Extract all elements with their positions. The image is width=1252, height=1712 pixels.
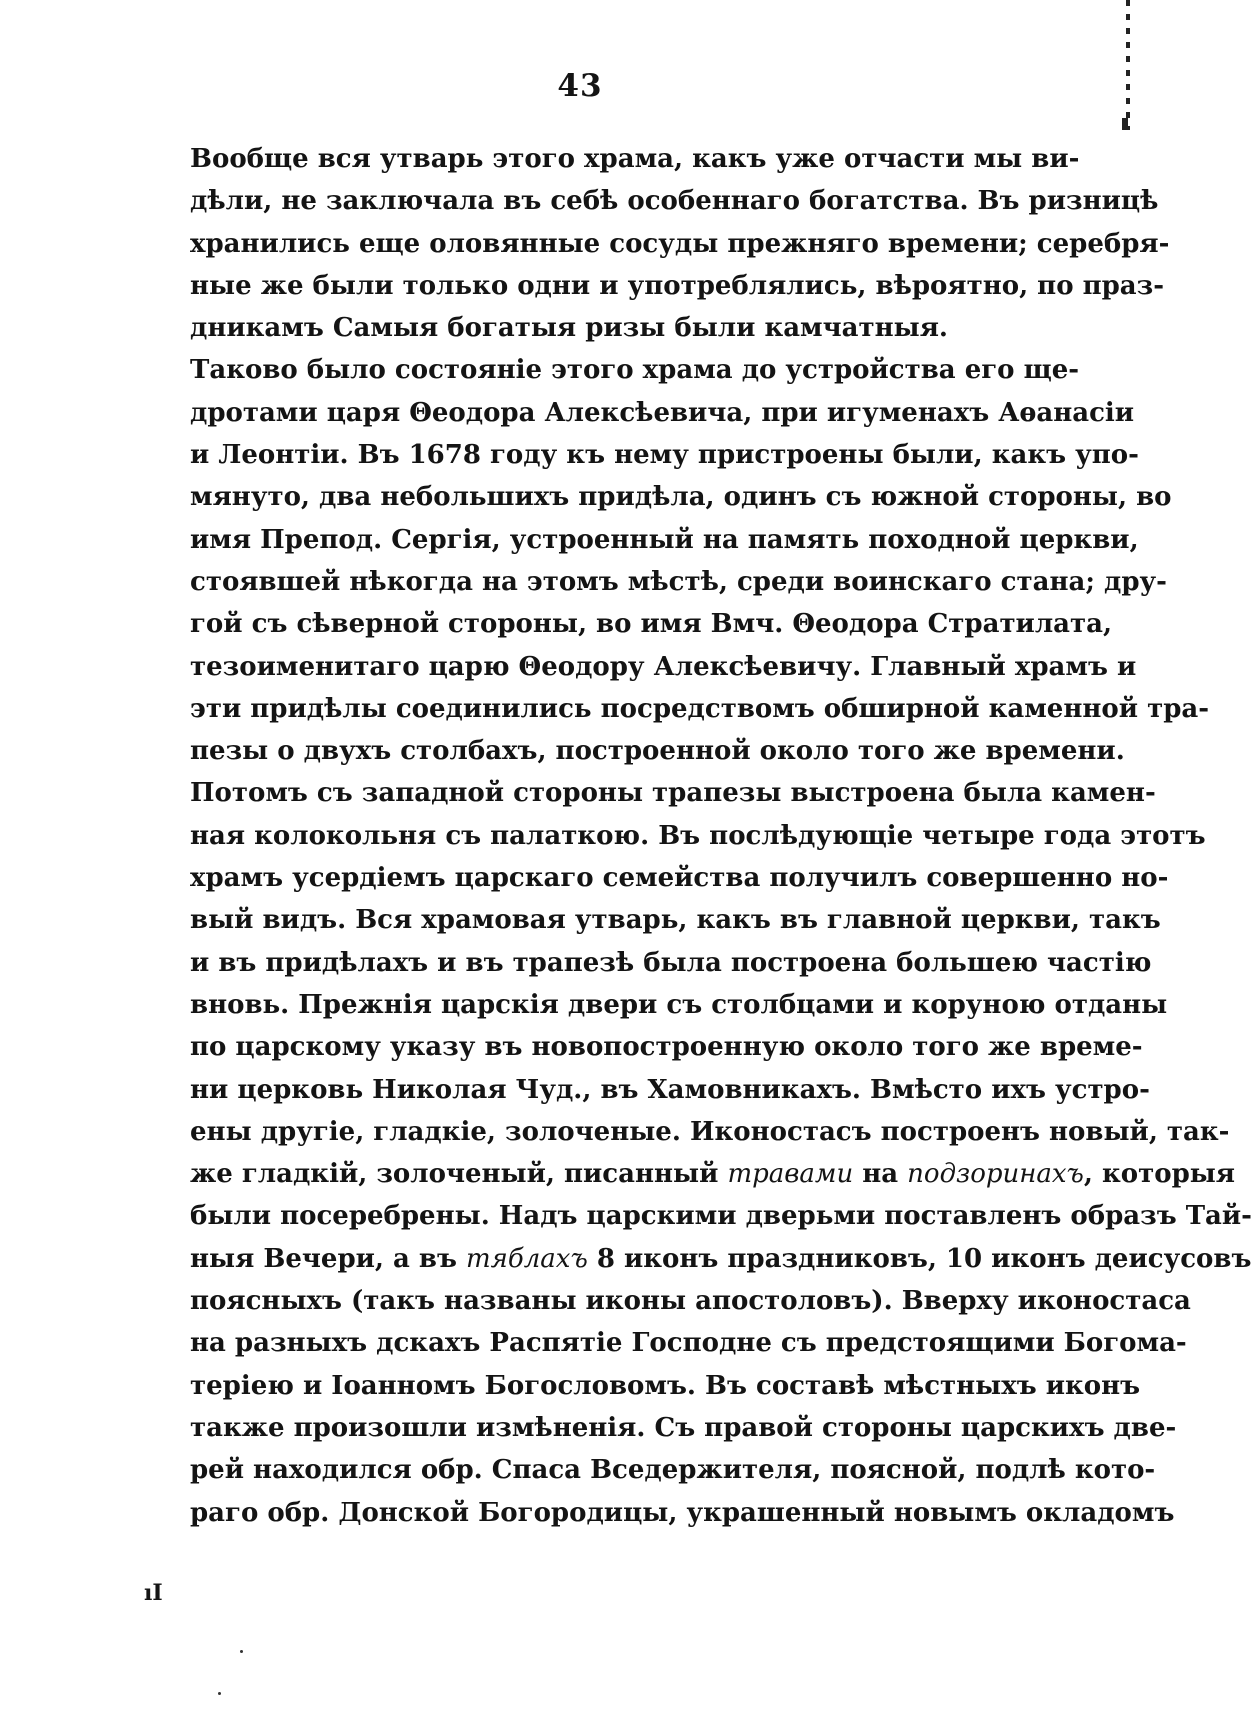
italic-term: подзоринахъ [907, 1159, 1084, 1190]
text-line: стоявшей нѣкогда на этомъ мѣстѣ, среди воинскаго стана; дру- [190, 566, 1167, 597]
italic-term: травами [727, 1159, 854, 1190]
text-line: на разныхъ дскахъ Распятіе Господне съ предстоящими Богома- [190, 1328, 1187, 1359]
text-run: 8 иконъ праздниковъ, 10 иконъ деисусовъ [587, 1243, 1252, 1274]
scan-speck [240, 1650, 243, 1653]
text-line: тезоименитаго царю Θеодору Алексѣевичу. Главный храмъ и [190, 651, 1137, 682]
text-line: дѣли, не заключала въ себѣ особеннаго богатства. Въ ризницѣ [190, 186, 1159, 217]
text-line: ная колокольня съ палаткою. Въ послѣдующіе четыре года этотъ [190, 820, 1206, 851]
text-line: Потомъ съ западной стороны трапезы выстроена была камен- [190, 778, 1156, 809]
text-line: хранились еще оловянные сосуды прежняго времени; серебря- [190, 228, 1170, 259]
text-line: раго обр. Донской Богородицы, украшенный новымъ окладомъ [190, 1497, 1175, 1528]
text-run: же гладкій, золоченый, писанный [190, 1159, 728, 1190]
text-line: рей находился обр. Спаса Вседержителя, поясной, подлѣ кото- [190, 1455, 1156, 1486]
text-line: храмъ усердіемъ царскаго семейства получилъ совершенно но- [190, 863, 1169, 894]
text-line: теріею и Іоанномъ Богословомъ. Въ составѣ мѣстныхъ иконъ [190, 1370, 1141, 1401]
scan-speck [218, 1692, 221, 1695]
text-line: ные же были только одни и употреблялись, вѣроятно, по праз- [190, 270, 1165, 301]
paragraph [190, 138, 1170, 349]
text-run: , которыя [1083, 1159, 1236, 1190]
text-line: пезы о двухъ столбахъ, построенной около того же времени. [190, 736, 1125, 767]
text-line: вый видъ. Вся храмовая утварь, какъ въ главной церкви, такъ [190, 905, 1161, 936]
text-line: ни церковь Николая Чуд., въ Хамовникахъ. Вмѣсто ихъ устро- [190, 1074, 1150, 1105]
scan-edge-mark [1126, 0, 1130, 130]
text-line: имя Препод. Сергія, устроенный на память походной церкви, [190, 524, 1139, 555]
text-line: ены другіе, гладкіе, золоченые. Иконостасъ построенъ новый, так- [190, 1116, 1230, 1147]
page-number: 43 [557, 68, 603, 104]
text-line: дротами царя Θеодора Алексѣевича, при игуменахъ Аѳанасіи [190, 397, 1135, 428]
text-line: по царскому указу въ новопостроенную около того же време- [190, 1032, 1143, 1063]
text-line: были посеребрены. Надъ царскими дверьми поставленъ образъ Тай- [190, 1201, 1252, 1232]
text-line-with-italics [190, 1153, 1236, 1195]
text-line-with-italics [190, 1238, 1252, 1280]
text-line: мянуто, два небольшихъ придѣла, одинъ съ южной стороны, во [190, 482, 1172, 513]
text-line: дникамъ Самыя богатыя ризы были камчатныя. [190, 313, 948, 344]
text-line: Таково было состояніе этого храма до устройства его ще- [190, 355, 1080, 386]
text-line: и въ придѣлахъ и въ трапезѣ была построена большею частію [190, 947, 1152, 978]
scan-foot-mark: ıΙ [144, 1580, 163, 1606]
body-text [190, 138, 1252, 1534]
text-line: вновь. Прежнія царскія двери съ столбцами и коруною отданы [190, 989, 1168, 1020]
text-run: на [853, 1159, 908, 1190]
italic-term: тяблахъ [465, 1243, 588, 1274]
text-line: Вообще вся утварь этого храма, какъ уже отчасти мы ви- [190, 144, 1080, 174]
text-line: и Леонтіи. Въ 1678 году къ нему пристроены были, какъ упо- [190, 440, 1139, 471]
text-line: также произошли измѣненія. Съ правой стороны царскихъ две- [190, 1412, 1177, 1443]
text-line: поясныхъ (такъ названы иконы апостоловъ). Вверху иконостаса [190, 1286, 1191, 1317]
scan-edge-mark-tick [1122, 118, 1128, 130]
paragraph [190, 349, 1252, 1533]
text-line: гой съ сѣверной стороны, во имя Вмч. Θеодора Стратилата, [190, 609, 1113, 640]
text-line: эти придѣлы соединились посредствомъ обширной каменной тра- [190, 693, 1210, 724]
text-run: ныя Вечери, а въ [190, 1243, 466, 1274]
